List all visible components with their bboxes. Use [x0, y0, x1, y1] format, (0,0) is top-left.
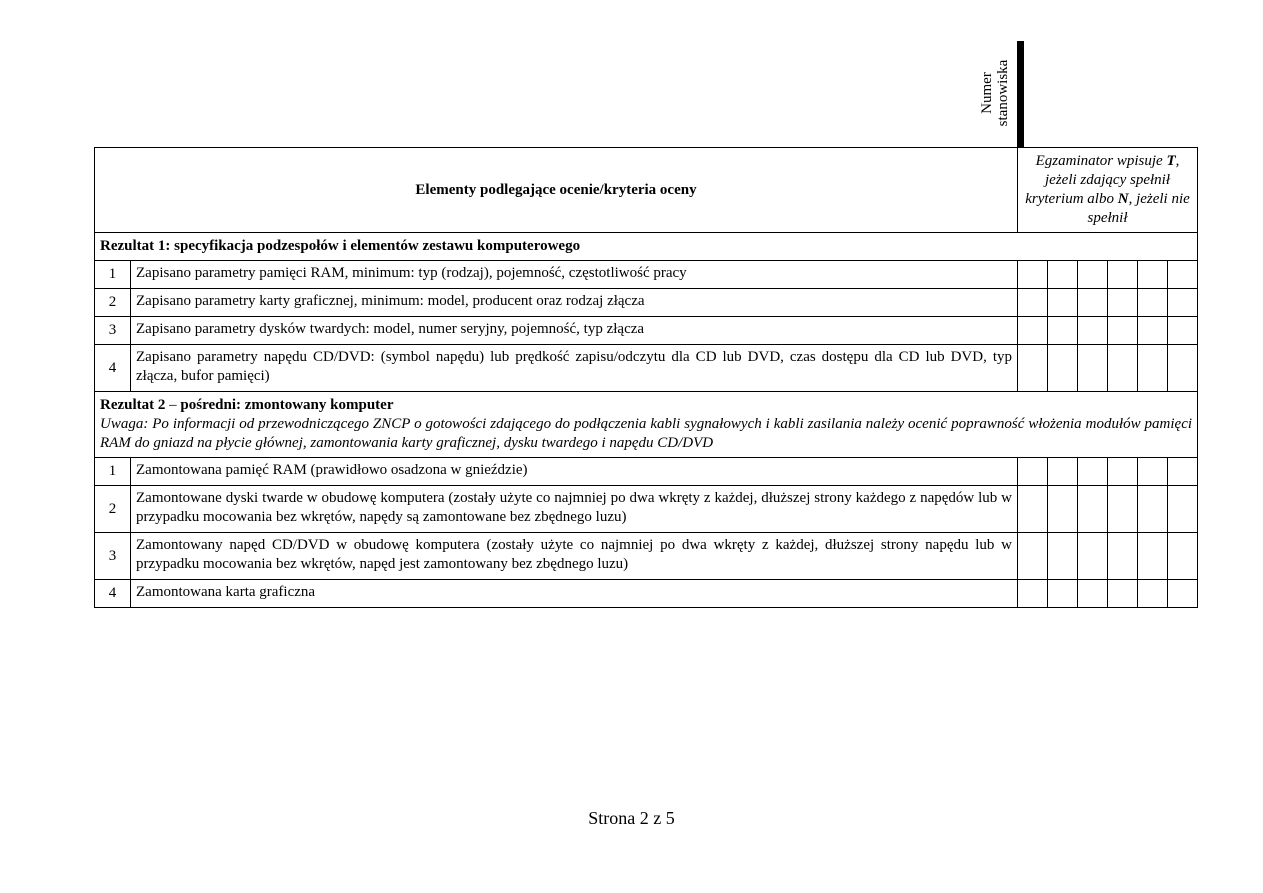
result1-title	[95, 233, 1198, 261]
mark-cell[interactable]	[1168, 317, 1198, 345]
mark-cell[interactable]	[1048, 345, 1078, 392]
station-cell[interactable]	[1023, 112, 1024, 147]
result2-header	[95, 392, 1198, 458]
result1-title-text: Rezultat 1: specyfikacja podzespołów i elementów zestawu komputerowego	[100, 238, 581, 254]
mark-cell[interactable]	[1018, 486, 1048, 533]
table-header-row	[95, 148, 1198, 233]
criteria-text: Zapisano parametry pamięci RAM, minimum: typ (rodzaj), pojemność, częstotliwość pracy	[131, 261, 1018, 289]
criteria-row	[95, 317, 1198, 345]
mark-cell[interactable]	[1138, 486, 1168, 533]
mark-cell[interactable]	[1018, 580, 1048, 608]
mark-cell[interactable]	[1048, 533, 1078, 580]
mark-cell[interactable]	[1018, 261, 1048, 289]
mark-cell[interactable]	[1138, 580, 1168, 608]
criteria-number: 3	[95, 533, 131, 580]
criteria-row	[95, 580, 1198, 608]
result2-title-bold: Rezultat 2	[100, 397, 166, 413]
examiner-N: N	[1117, 191, 1129, 207]
mark-cell[interactable]	[1108, 580, 1138, 608]
station-cell[interactable]	[1023, 42, 1024, 77]
mark-cell[interactable]	[1048, 580, 1078, 608]
result2-title-dash: –	[165, 397, 181, 413]
mark-cell[interactable]	[1018, 533, 1048, 580]
criteria-row	[95, 289, 1198, 317]
mark-cell[interactable]	[1078, 261, 1108, 289]
criteria-text: Zapisano parametry karty graficznej, minimum: model, producent oraz rodzaj złącza	[131, 289, 1018, 317]
mark-cell[interactable]	[1138, 533, 1168, 580]
criteria-text: Zapisano parametry dysków twardych: model, numer seryjny, pojemność, typ złącza	[131, 317, 1018, 345]
mark-cell[interactable]	[1078, 317, 1108, 345]
mark-cell[interactable]	[1168, 486, 1198, 533]
criteria-row	[95, 486, 1198, 533]
station-label	[974, 41, 1016, 145]
result2-section-row	[95, 392, 1198, 458]
mark-cell[interactable]	[1138, 458, 1168, 486]
mark-cell[interactable]	[1108, 533, 1138, 580]
mark-cell[interactable]	[1168, 289, 1198, 317]
mark-cell[interactable]	[1168, 261, 1198, 289]
result2-title-bold2: pośredni: zmontowany komputer	[180, 397, 394, 413]
criteria-row	[95, 261, 1198, 289]
criteria-row	[95, 458, 1198, 486]
mark-cell[interactable]	[1108, 261, 1138, 289]
examiner-text-2: , jeżeli zdający spełnił kryterium albo	[1025, 153, 1180, 207]
mark-cell[interactable]	[1108, 289, 1138, 317]
station-label-line1: Numer	[979, 72, 995, 114]
criteria-number: 1	[95, 458, 131, 486]
mark-cell[interactable]	[1168, 533, 1198, 580]
criteria-number: 2	[95, 289, 131, 317]
mark-cell[interactable]	[1108, 486, 1138, 533]
criteria-text: Zapisano parametry napędu CD/DVD: (symbol napędu) lub prędkość zapisu/odczytu dla CD lub DVD, czas dostępu dla CD lub DVD, typ złącza, bufor pamięci)	[131, 345, 1018, 392]
examiner-text-1: Egzaminator wpisuje	[1035, 153, 1167, 169]
examiner-T: T	[1166, 153, 1176, 169]
mark-cell[interactable]	[1078, 533, 1108, 580]
criteria-text: Zamontowane dyski twarde w obudowę komputera (zostały użyte co najmniej po dwa wkręty z każdej, dłuższej strony każdego z napędów lub w przypadku mocowania bez wkrętów, napędy są zamontowane bez zbędnego luzu)	[131, 486, 1018, 533]
station-cell[interactable]	[1023, 77, 1024, 112]
mark-cell[interactable]	[1048, 458, 1078, 486]
station-label-line2: stanowiska	[995, 59, 1011, 127]
mark-cell[interactable]	[1018, 317, 1048, 345]
criteria-text: Zamontowana karta graficzna	[131, 580, 1018, 608]
mark-cell[interactable]	[1168, 580, 1198, 608]
assessment-table	[94, 147, 1198, 608]
mark-cell[interactable]	[1168, 345, 1198, 392]
criteria-row	[95, 345, 1198, 392]
criteria-number: 4	[95, 345, 131, 392]
mark-cell[interactable]	[1108, 345, 1138, 392]
mark-cell[interactable]	[1078, 458, 1108, 486]
mark-cell[interactable]	[1048, 289, 1078, 317]
mark-cell[interactable]	[1078, 580, 1108, 608]
criteria-text: Zamontowana pamięć RAM (prawidłowo osadzona w gnieździe)	[131, 458, 1018, 486]
mark-cell[interactable]	[1138, 261, 1168, 289]
criteria-number: 1	[95, 261, 131, 289]
result2-note: Uwaga: Po informacji od przewodniczącego ZNCP o gotowości zdającego do podłączenia kabli sygnałowych i kabli zasilania należy ocenić poprawność włożenia modułów pamięci RAM do gniazd na płycie głównej, zamontowania karty graficznej, dysku twardego i napędu CD/DVD	[100, 416, 1193, 451]
header-criteria-title: Elementy podlegające ocenie/kryteria oceny	[95, 148, 1018, 233]
station-label-text	[979, 60, 1011, 127]
criteria-text: Zamontowany napęd CD/DVD w obudowę komputera (zostały użyte co najmniej po dwa wkręty z każdej, dłuższej strony napędu lub w przypadku mocowania bez wkrętów, napęd jest zamontowany bez zbędnego luzu)	[131, 533, 1018, 580]
mark-cell[interactable]	[1168, 458, 1198, 486]
mark-cell[interactable]	[1078, 486, 1108, 533]
mark-cell[interactable]	[1108, 317, 1138, 345]
mark-cell[interactable]	[1048, 486, 1078, 533]
mark-cell[interactable]	[1018, 345, 1048, 392]
criteria-number: 4	[95, 580, 131, 608]
mark-cell[interactable]	[1048, 261, 1078, 289]
criteria-number: 3	[95, 317, 131, 345]
mark-cell[interactable]	[1138, 345, 1168, 392]
examiner-text-3: , jeżeli nie spełnił	[1087, 191, 1190, 226]
mark-cell[interactable]	[1078, 289, 1108, 317]
mark-cell[interactable]	[1138, 317, 1168, 345]
page-number: Strona 2 z 5	[588, 808, 675, 828]
mark-cell[interactable]	[1078, 345, 1108, 392]
mark-cell[interactable]	[1138, 289, 1168, 317]
criteria-row	[95, 533, 1198, 580]
mark-cell[interactable]	[1018, 289, 1048, 317]
station-number-grid	[1017, 41, 1024, 147]
mark-cell[interactable]	[1108, 458, 1138, 486]
result1-section-row	[95, 233, 1198, 261]
header-examiner-instruction	[1018, 148, 1198, 233]
result2-title	[100, 396, 1192, 415]
criteria-number: 2	[95, 486, 131, 533]
mark-cell[interactable]	[1048, 317, 1078, 345]
mark-cell[interactable]	[1018, 458, 1048, 486]
